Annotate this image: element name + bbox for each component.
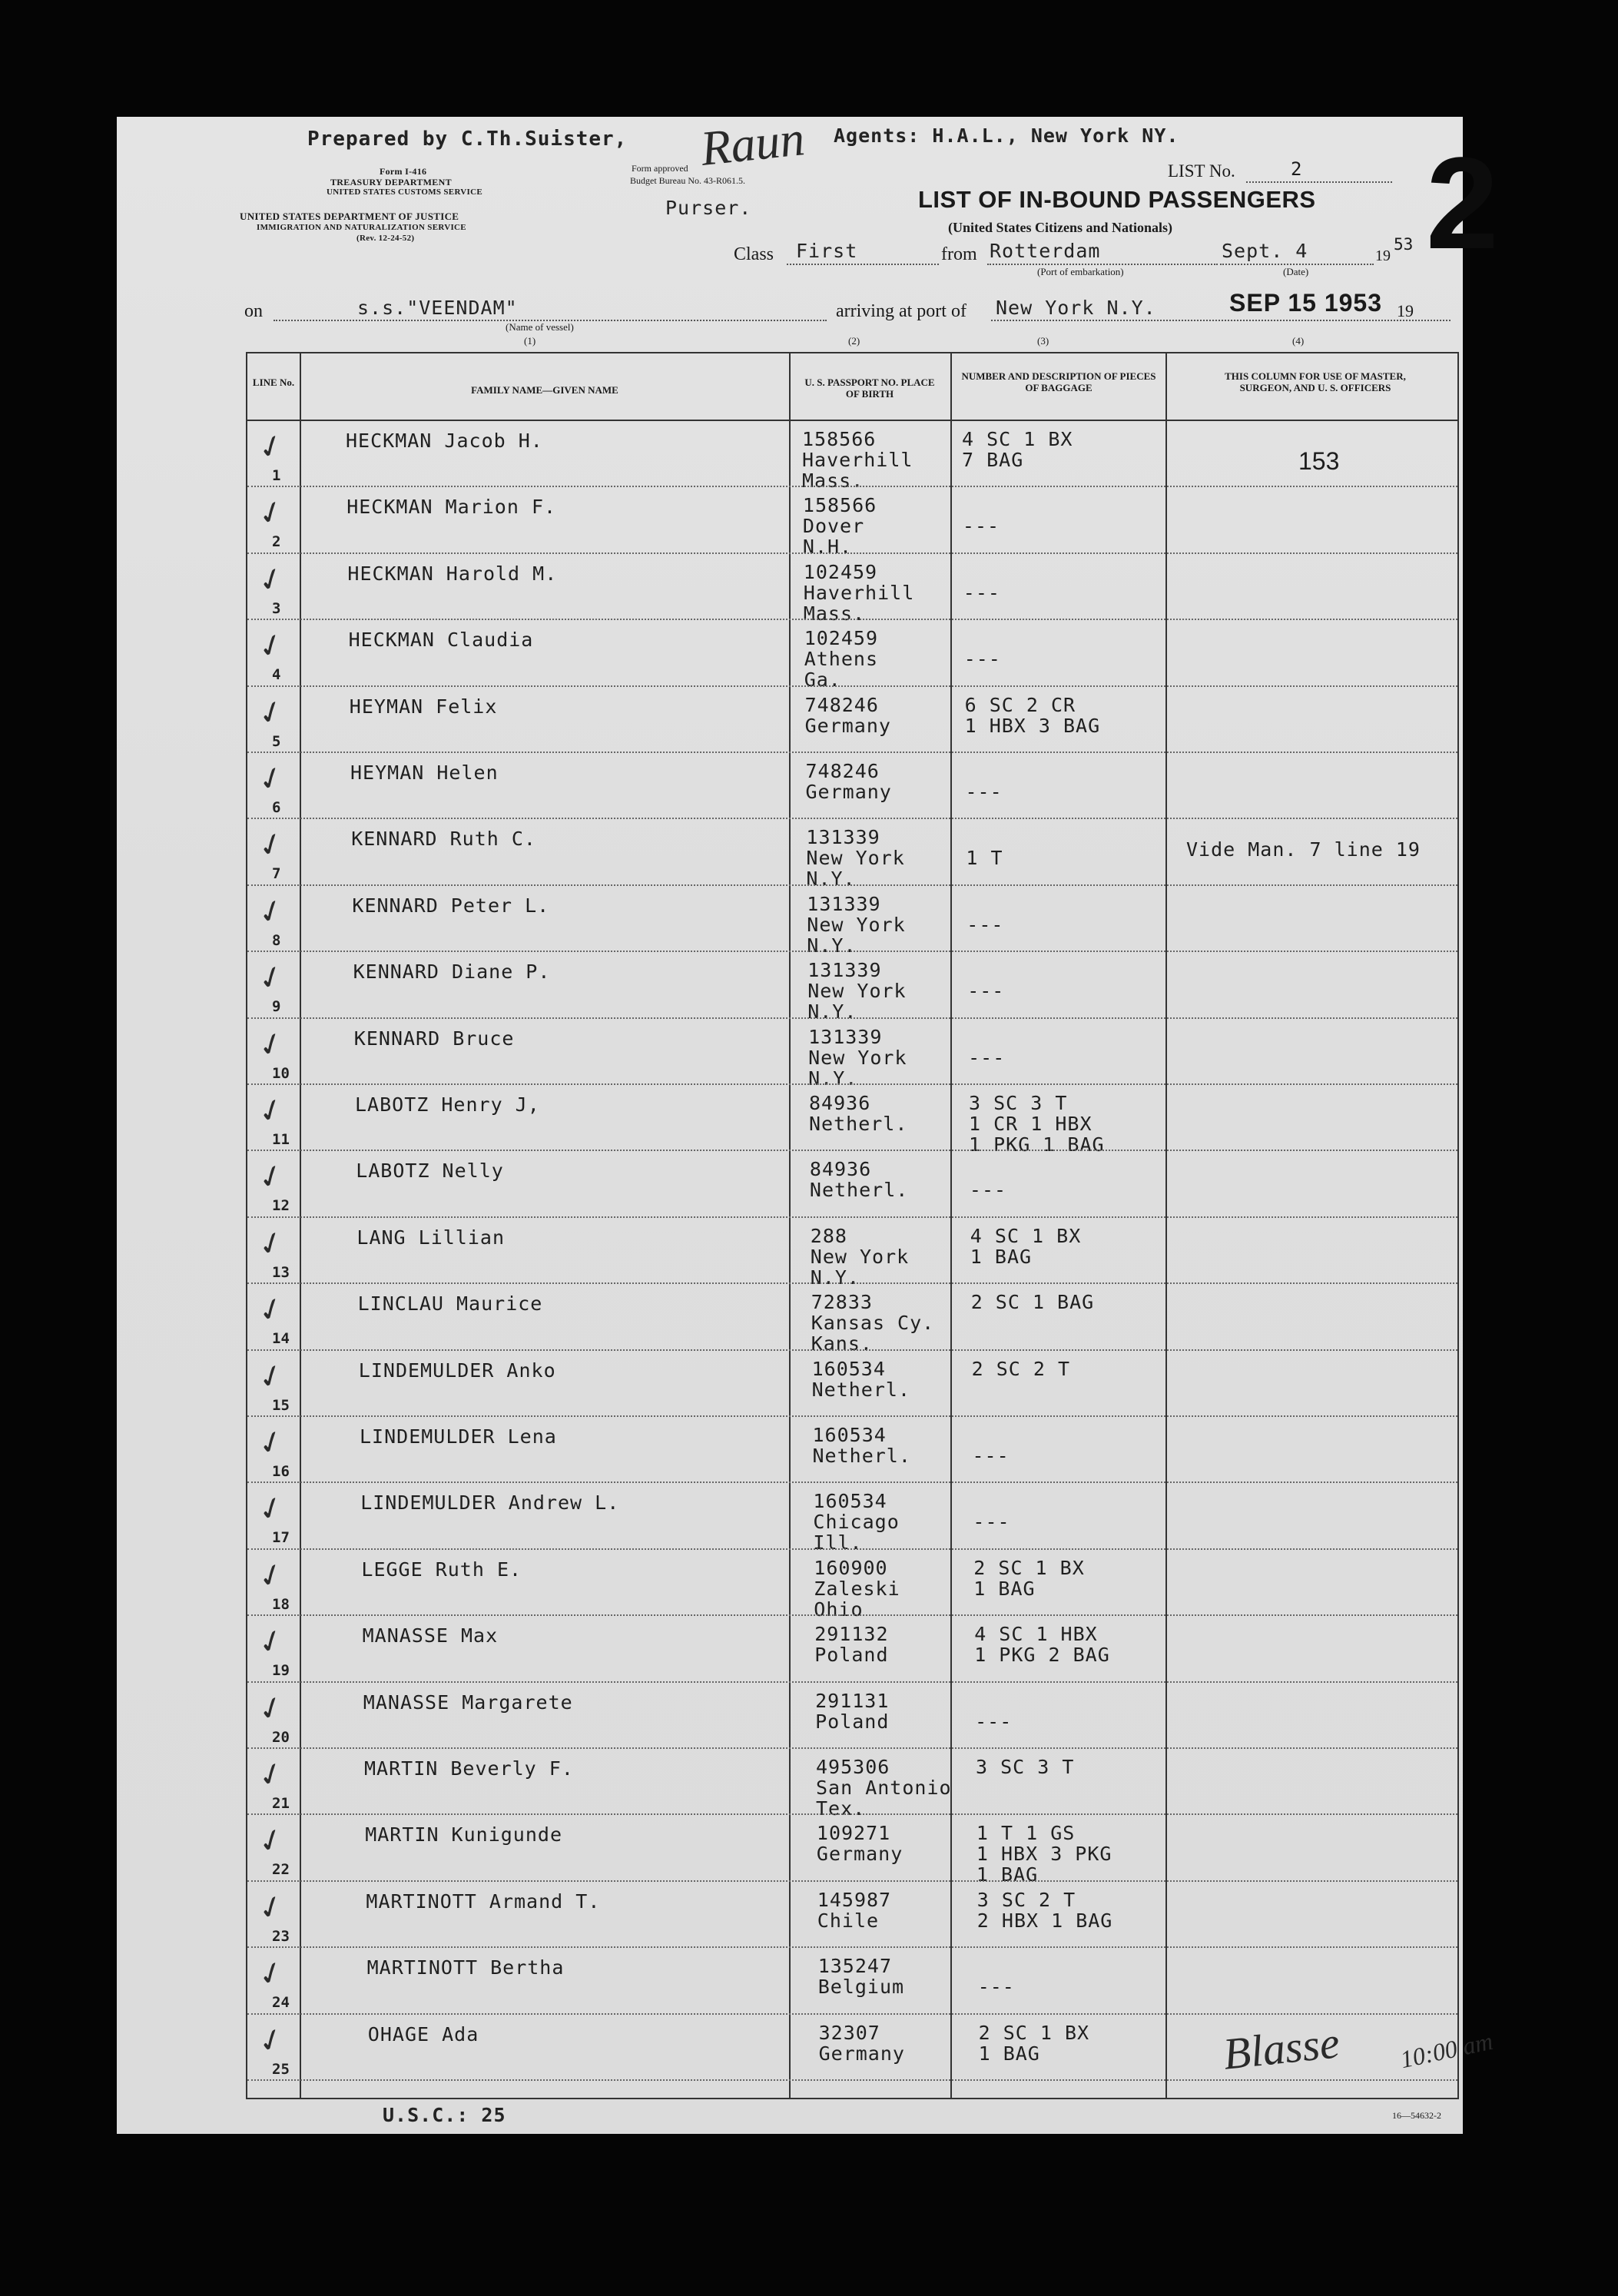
passport-birthplace: 288 New York N.Y. bbox=[810, 1224, 910, 1289]
passport-birthplace: 748246 Germany bbox=[804, 693, 891, 737]
baggage: 4 SC 1 HBX 1 PKG 2 BAG bbox=[974, 1623, 1110, 1667]
list-no-label: LIST No. bbox=[1168, 161, 1235, 181]
passenger-name: HECKMAN Jacob H. bbox=[346, 430, 543, 452]
col-header-line-no: LINE No. bbox=[252, 377, 295, 388]
check-mark-icon: ✓ bbox=[253, 1554, 290, 1597]
baggage: 3 SC 3 T 1 CR 1 HBX 1 PKG 1 BAG bbox=[969, 1092, 1105, 1156]
table-row bbox=[247, 420, 1457, 492]
baggage: --- bbox=[977, 1976, 1015, 1999]
table-row bbox=[247, 1282, 1457, 1355]
year-suffix: 53 bbox=[1394, 235, 1414, 254]
page-title: LIST OF IN-BOUND PASSENGERS bbox=[918, 186, 1316, 213]
passenger-name: LINCLAU Maurice bbox=[357, 1292, 543, 1316]
form-number: Form I-416 bbox=[380, 166, 427, 177]
baggage: --- bbox=[968, 1046, 1006, 1069]
check-mark-icon: ✓ bbox=[253, 825, 290, 866]
passport-birthplace: 145987 Chile bbox=[817, 1888, 892, 1932]
table-row bbox=[247, 884, 1457, 957]
baggage: 6 SC 2 CR 1 HBX 3 BAG bbox=[964, 693, 1101, 737]
table-row bbox=[247, 1415, 1457, 1481]
arrival-stamp-date: SEP 15 1953 bbox=[1229, 289, 1383, 317]
line-number: 18 bbox=[272, 1595, 290, 1613]
passport-birthplace: 291132 Poland bbox=[814, 1623, 889, 1667]
baggage: 2 SC 2 T bbox=[971, 1357, 1071, 1380]
prepared-by: Prepared by C.Th.Suister, bbox=[307, 128, 628, 151]
year-prefix: 19 bbox=[1375, 247, 1391, 264]
line-number: 24 bbox=[272, 1994, 290, 2012]
passenger-name: MANASSE Max bbox=[362, 1624, 499, 1647]
purser-label: Purser. bbox=[665, 197, 752, 219]
line-number: 10 bbox=[272, 1064, 290, 1082]
check-mark-icon: ✓ bbox=[253, 1024, 290, 1065]
passport-birthplace: 131339 New York N.Y. bbox=[808, 1025, 907, 1090]
vessel-name: s.s."VEENDAM" bbox=[357, 297, 518, 319]
table-row bbox=[247, 1548, 1457, 1621]
passport-birthplace: 291131 Poland bbox=[815, 1689, 890, 1733]
line-number: 8 bbox=[272, 931, 281, 949]
check-mark-icon: ✓ bbox=[253, 1355, 290, 1397]
list-no-underline bbox=[1246, 181, 1392, 183]
line-number: 23 bbox=[272, 1927, 290, 1945]
passport-birthplace: 72833 Kansas Cy. Kans. bbox=[811, 1291, 935, 1355]
class-label: Class bbox=[734, 244, 774, 264]
passport-birthplace: 160534 Netherl. bbox=[812, 1424, 911, 1467]
check-mark-icon: ✓ bbox=[253, 1687, 290, 1729]
passenger-name: KENNARD Diane P. bbox=[353, 961, 551, 984]
passenger-name: HECKMAN Marion F. bbox=[346, 496, 557, 519]
baggage: --- bbox=[967, 980, 1005, 1003]
line-number: 13 bbox=[272, 1263, 290, 1281]
table-row bbox=[247, 619, 1457, 692]
passenger-name: OHAGE Ada bbox=[367, 2022, 479, 2045]
line-number: 15 bbox=[272, 1396, 290, 1414]
officer-stamp bbox=[1298, 447, 1339, 476]
passenger-name: MARTIN Beverly F. bbox=[364, 1757, 574, 1780]
table-row bbox=[247, 1747, 1457, 1820]
baggage: --- bbox=[969, 1179, 1007, 1202]
table-row bbox=[247, 685, 1457, 752]
table-row bbox=[247, 951, 1457, 1024]
class-value: First bbox=[796, 240, 858, 262]
passport-birthplace: 102459 Haverhill Mass. bbox=[803, 560, 915, 625]
from-underline bbox=[987, 264, 1218, 265]
passport-birthplace: 84936 Netherl. bbox=[809, 1092, 908, 1135]
passenger-name: MARTINOTT Bertha bbox=[366, 1956, 565, 1979]
passenger-name: MARTINOTT Armand T. bbox=[366, 1890, 601, 1913]
form-approved: Form approved bbox=[632, 163, 688, 174]
line-number: 4 bbox=[272, 666, 281, 684]
passport-birthplace: 748246 Germany bbox=[805, 760, 892, 803]
passport-birthplace: 102459 Athens Ga. bbox=[804, 627, 878, 692]
vessel-caption: (Name of vessel) bbox=[506, 321, 574, 333]
col4-caption: (4) bbox=[1292, 335, 1305, 347]
passport-birthplace: 32307 Germany bbox=[818, 2021, 905, 2065]
baggage: --- bbox=[966, 913, 1004, 936]
line-number: 19 bbox=[272, 1662, 290, 1680]
check-mark-icon: ✓ bbox=[253, 1156, 290, 1198]
table-row bbox=[247, 1880, 1457, 1946]
check-mark-icon: ✓ bbox=[253, 1090, 290, 1132]
line-number: 7 bbox=[272, 865, 281, 883]
col2-caption: (2) bbox=[848, 335, 860, 347]
col-header-officers: THIS COLUMN FOR USE OF MASTER, SURGEON, AND U. S. OFFICERS bbox=[1225, 370, 1406, 393]
line-number: 1 bbox=[272, 467, 281, 484]
doj-line: UNITED STATES DEPARTMENT OF JUSTICE bbox=[240, 211, 459, 222]
form-code: 16—54632-2 bbox=[1392, 2110, 1441, 2121]
table-row bbox=[247, 1946, 1457, 2012]
line-number: 17 bbox=[272, 1529, 290, 1547]
table-row bbox=[247, 1481, 1457, 1554]
from-caption: (Port of embarkation) bbox=[1037, 266, 1124, 277]
date-underline bbox=[1220, 264, 1374, 265]
list-no-value: 2 bbox=[1291, 158, 1302, 180]
usc-count: U.S.C.: 25 bbox=[383, 2104, 506, 2126]
budget-bureau: Budget Bureau No. 43-R061.5. bbox=[630, 175, 745, 186]
baggage: 2 SC 1 BX 1 BAG bbox=[978, 2021, 1090, 2065]
table-row bbox=[247, 1150, 1457, 1216]
baggage: 1 T 1 GS 1 HBX 3 PKG 1 BAG bbox=[976, 1822, 1112, 1886]
table-row bbox=[247, 752, 1457, 818]
port-underline bbox=[991, 320, 1451, 321]
table-row bbox=[247, 1216, 1457, 1289]
from-value: Rotterdam bbox=[990, 240, 1101, 262]
line-number: 3 bbox=[272, 599, 281, 617]
baggage: 2 SC 1 BAG bbox=[970, 1291, 1095, 1314]
baggage: 4 SC 1 BX 7 BAG bbox=[962, 428, 1073, 471]
check-mark-icon: ✓ bbox=[253, 758, 290, 800]
passenger-name: HECKMAN Claudia bbox=[348, 629, 534, 652]
check-mark-icon: ✓ bbox=[253, 692, 290, 733]
page-subtitle: (United States Citizens and Nationals) bbox=[948, 220, 1173, 235]
line-number: 2 bbox=[272, 533, 281, 551]
rev-line: (Rev. 12-24-52) bbox=[356, 234, 415, 243]
table-row bbox=[247, 818, 1457, 891]
baggage: 3 SC 2 T 2 HBX 1 BAG bbox=[976, 1888, 1113, 1932]
line-number: 21 bbox=[272, 1795, 290, 1812]
line-number: 16 bbox=[272, 1463, 290, 1480]
line-number: 14 bbox=[272, 1330, 290, 1348]
check-mark-icon: ✓ bbox=[253, 891, 290, 933]
passenger-name: MARTIN Kunigunde bbox=[365, 1823, 563, 1846]
passport-birthplace: 160534 Netherl. bbox=[811, 1357, 911, 1401]
baggage: --- bbox=[963, 581, 1000, 604]
check-mark-icon: ✓ bbox=[253, 493, 290, 534]
line-number: 12 bbox=[272, 1197, 290, 1215]
line-number: 5 bbox=[272, 732, 281, 750]
baggage: --- bbox=[973, 1511, 1010, 1534]
officer-stamp-value: 153 bbox=[1298, 447, 1340, 475]
baggage: --- bbox=[962, 515, 1000, 538]
passenger-name: KENNARD Peter L. bbox=[352, 894, 550, 917]
baggage: 3 SC 3 T bbox=[976, 1756, 1075, 1778]
check-mark-icon: ✓ bbox=[253, 1953, 290, 1995]
passenger-name: LABOTZ Henry J, bbox=[355, 1093, 540, 1116]
check-mark-icon: ✓ bbox=[253, 426, 290, 468]
line-number: 22 bbox=[272, 1861, 290, 1879]
purser-signature: Raun bbox=[698, 111, 807, 176]
passport-birthplace: 135247 Belgium bbox=[817, 1955, 905, 1999]
line-number: 6 bbox=[272, 799, 281, 816]
big-list-number: 2 bbox=[1426, 131, 1499, 277]
agents-line: Agents: H.A.L., New York NY. bbox=[834, 124, 1179, 147]
passport-birthplace: 160534 Chicago Ill. bbox=[813, 1490, 900, 1554]
date-value: Sept. 4 bbox=[1222, 240, 1308, 262]
check-mark-icon: ✓ bbox=[253, 1886, 290, 1929]
passenger-name: KENNARD Bruce bbox=[353, 1027, 515, 1050]
treasury-dept: TREASURY DEPARTMENT bbox=[330, 177, 452, 187]
passenger-name: LINDEMULDER Andrew L. bbox=[360, 1491, 620, 1515]
passport-birthplace: 160900 Zaleski Ohio bbox=[814, 1556, 900, 1621]
col-header-passport: U. S. PASSPORT NO. PLACE OF BIRTH bbox=[804, 377, 935, 400]
col3-caption: (3) bbox=[1037, 335, 1049, 347]
customs-service: UNITED STATES CUSTOMS SERVICE bbox=[327, 187, 483, 197]
line-number: 9 bbox=[272, 998, 281, 1016]
check-mark-icon: ✓ bbox=[253, 1223, 290, 1265]
on-label: on bbox=[244, 301, 263, 321]
passenger-name: LEGGE Ruth E. bbox=[361, 1558, 522, 1581]
row-separator bbox=[247, 2079, 1457, 2081]
baggage: --- bbox=[963, 648, 1001, 671]
passenger-name: LINDEMULDER Anko bbox=[358, 1359, 556, 1382]
check-mark-icon: ✓ bbox=[253, 625, 290, 667]
from-label: from bbox=[941, 244, 977, 264]
check-mark-icon: ✓ bbox=[253, 559, 290, 601]
table-row bbox=[247, 1681, 1457, 1747]
line-number: 25 bbox=[272, 2060, 290, 2078]
officer-note: Vide Man. 7 line 19 bbox=[1186, 838, 1421, 861]
passport-birthplace: 84936 Netherl. bbox=[809, 1158, 909, 1202]
class-underline bbox=[787, 264, 939, 265]
baggage: 2 SC 1 BX 1 BAG bbox=[973, 1556, 1085, 1600]
passport-birthplace: 131339 New York N.Y. bbox=[807, 959, 907, 1024]
passport-birthplace: 158566 Dover N.H. bbox=[802, 494, 877, 559]
port-value: New York N.Y. bbox=[996, 297, 1156, 319]
passenger-name: MANASSE Margarete bbox=[363, 1690, 573, 1714]
handwritten-initials: Blasse bbox=[1221, 2017, 1342, 2079]
date-caption: (Date) bbox=[1283, 266, 1309, 277]
baggage: --- bbox=[965, 781, 1003, 803]
ins-line: IMMIGRATION AND NATURALIZATION SERVICE bbox=[257, 223, 466, 232]
check-mark-icon: ✓ bbox=[253, 1488, 290, 1530]
table-row bbox=[247, 1017, 1457, 1090]
check-mark-icon: ✓ bbox=[253, 1621, 290, 1663]
passenger-name: LINDEMULDER Lena bbox=[360, 1425, 557, 1448]
table-row bbox=[247, 552, 1457, 625]
line-number: 20 bbox=[272, 1728, 290, 1746]
check-mark-icon: ✓ bbox=[253, 2019, 290, 2061]
passenger-name: LABOTZ Nelly bbox=[356, 1160, 504, 1183]
table-row bbox=[247, 486, 1457, 559]
table-row bbox=[247, 1083, 1457, 1156]
arriving-label: arriving at port of bbox=[836, 301, 966, 321]
col1-caption: (1) bbox=[524, 335, 536, 347]
baggage: 4 SC 1 BX 1 BAG bbox=[970, 1224, 1082, 1268]
handwritten-note: 10:00 am bbox=[1398, 2026, 1496, 2074]
passenger-name: LANG Lillian bbox=[356, 1226, 506, 1249]
check-mark-icon: ✓ bbox=[253, 1754, 290, 1796]
check-mark-icon: ✓ bbox=[253, 1422, 290, 1464]
table-row bbox=[247, 1813, 1457, 1886]
check-mark-icon: ✓ bbox=[253, 957, 290, 999]
year-label: 19 bbox=[1397, 301, 1414, 320]
table-row bbox=[247, 1614, 1457, 1681]
col-header-name: FAMILY NAME—GIVEN NAME bbox=[471, 384, 618, 396]
table-row bbox=[247, 1349, 1457, 1415]
passport-birthplace: 131339 New York N.Y. bbox=[806, 826, 905, 891]
line-number: 11 bbox=[272, 1131, 290, 1148]
passenger-name: HECKMAN Harold M. bbox=[347, 562, 558, 585]
passport-birthplace: 495306 San Antonio Tex. bbox=[816, 1756, 952, 1820]
baggage: --- bbox=[975, 1710, 1013, 1733]
check-mark-icon: ✓ bbox=[253, 1820, 290, 1862]
baggage: --- bbox=[972, 1445, 1010, 1467]
baggage: 1 T bbox=[966, 847, 1003, 870]
passenger-name: HEYMAN Felix bbox=[349, 695, 498, 718]
passenger-name: KENNARD Ruth C. bbox=[351, 828, 536, 851]
check-mark-icon: ✓ bbox=[253, 1289, 290, 1331]
passport-birthplace: 131339 New York N.Y. bbox=[807, 892, 906, 957]
passport-birthplace: 109271 Germany bbox=[816, 1822, 903, 1866]
passenger-table bbox=[246, 352, 1496, 2099]
passport-birthplace: 158566 Haverhill Mass. bbox=[802, 428, 913, 492]
passenger-name: HEYMAN Helen bbox=[350, 761, 499, 784]
col-header-baggage: NUMBER AND DESCRIPTION OF PIECES OF BAGGAGE bbox=[961, 370, 1156, 393]
